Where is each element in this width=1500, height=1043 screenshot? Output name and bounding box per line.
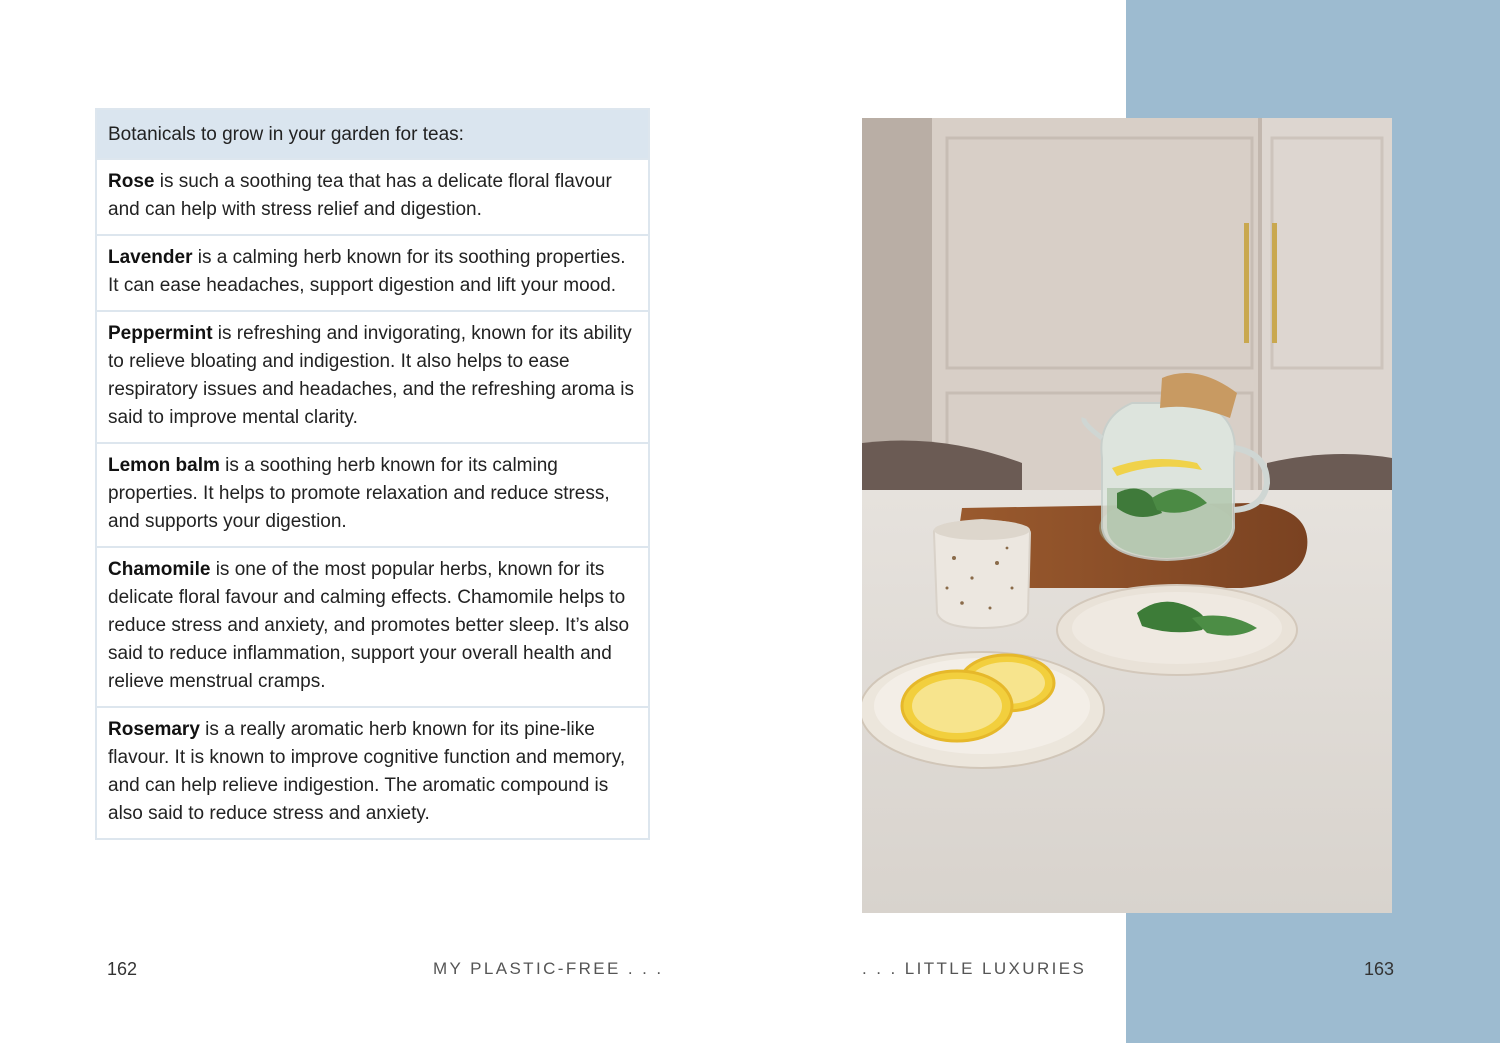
table-row-lavender bbox=[97, 234, 648, 310]
herb-description: is a calming herb known for its soothing properties. It can ease headaches, support digestion and lift your mood. bbox=[108, 247, 626, 296]
tea-photo bbox=[862, 118, 1392, 913]
left-running-head: MY PLASTIC-FREE . . . bbox=[433, 959, 664, 978]
table-row-rose bbox=[97, 158, 648, 234]
herb-name: Lavender bbox=[108, 247, 193, 268]
herb-description: is a soothing herb known for its calming properties. It helps to promote relaxation and reduce stress, and supports your digestion. bbox=[108, 455, 610, 532]
herb-description: is such a soothing tea that has a delicate floral flavour and can help with stress relief and digestion. bbox=[108, 171, 612, 220]
left-page-number: 162 bbox=[107, 959, 138, 979]
table-row-peppermint bbox=[97, 310, 648, 442]
herb-description: is one of the most popular herbs, known for its delicate floral favour and calming effects. Chamomile helps to reduce stress and anxiety, and promotes better sleep. It’s also said to reduce inflammation, support your overall health and relieve menstrual cramps. bbox=[108, 559, 630, 692]
herb-name: Rosemary bbox=[108, 719, 200, 740]
table-row-chamomile bbox=[97, 546, 648, 706]
herb-name: Chamomile bbox=[108, 559, 211, 580]
right-page-number: 163 bbox=[1364, 959, 1395, 979]
herb-description: is a really aromatic herb known for its pine-like flavour. It is known to improve cognitive function and memory, and can help relieve indigestion. The aromatic compound is also said to reduce stress and anxiety. bbox=[108, 719, 626, 824]
table-row-rosemary bbox=[97, 706, 648, 838]
herb-name: Peppermint bbox=[108, 323, 213, 344]
herb-name: Lemon balm bbox=[108, 455, 220, 476]
herb-description: is refreshing and invigorating, known for its ability to relieve bloating and indigestion. It also helps to ease respiratory issues and headaches, and the refreshing aroma is said to improve mental clarity. bbox=[108, 323, 634, 428]
table-header: Botanicals to grow in your garden for teas: bbox=[97, 110, 648, 158]
table-row-lemon-balm bbox=[97, 442, 648, 546]
botanicals-table bbox=[95, 108, 650, 840]
right-running-head: . . . LITTLE LUXURIES bbox=[862, 959, 1087, 978]
tea-photo-illustration bbox=[862, 118, 1392, 913]
herb-name: Rose bbox=[108, 171, 155, 192]
